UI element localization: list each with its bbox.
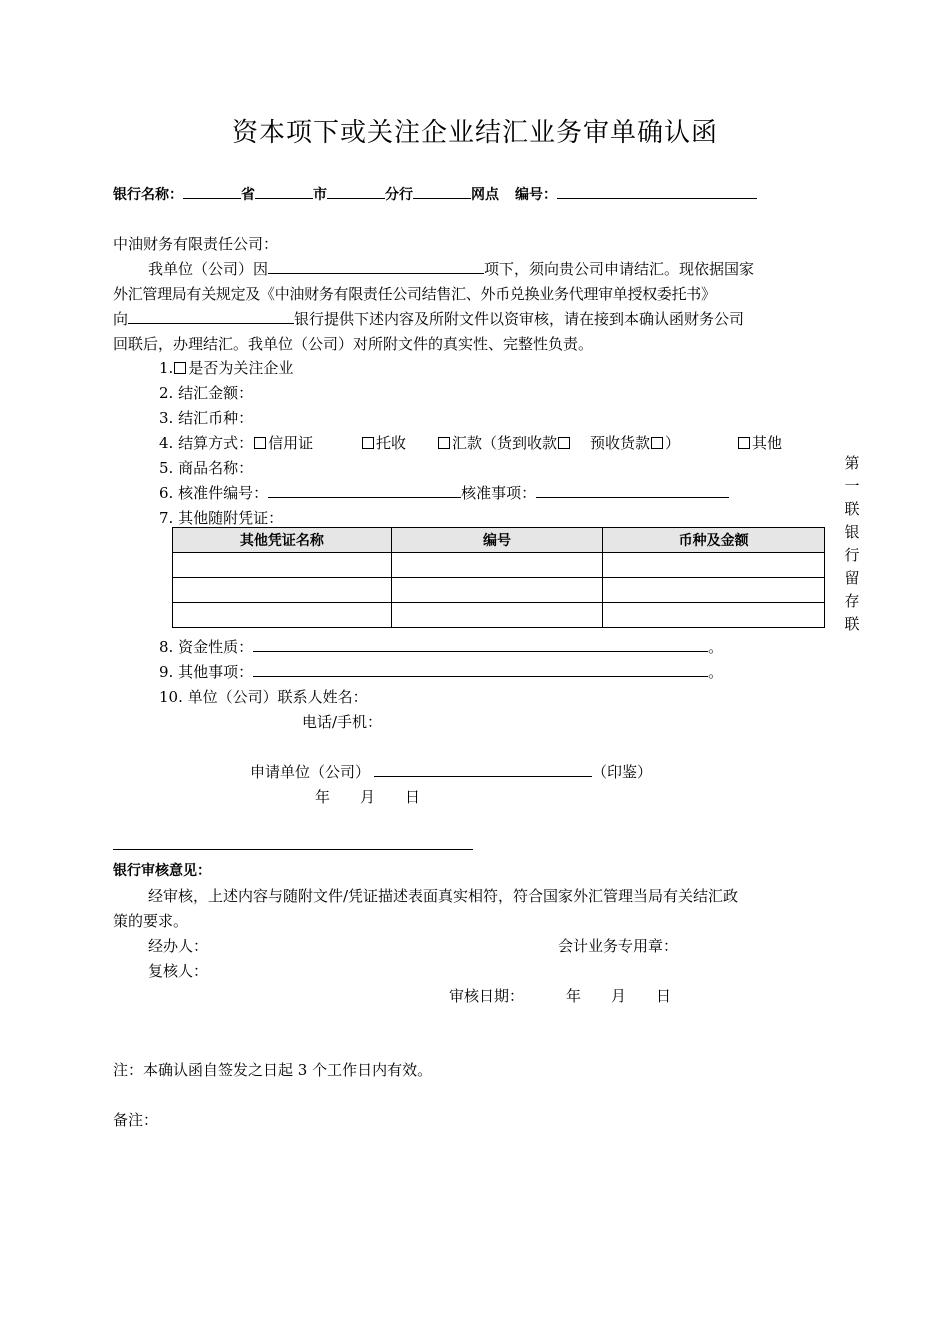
- phone-label: 电话/手机：: [302, 713, 383, 731]
- table-cell[interactable]: [391, 603, 603, 628]
- bank-review-heading: 银行审核意见：: [113, 863, 211, 879]
- collection-option: [361, 432, 406, 453]
- table-cell[interactable]: [173, 603, 392, 628]
- other-matters-field[interactable]: [253, 661, 708, 677]
- para-text-to: 向: [113, 310, 129, 328]
- para-text-b: 项下，须向贵公司申请结汇。现依据国家: [484, 260, 755, 278]
- item-1-num: 1.: [159, 359, 174, 377]
- item-7: 7. 其他随附凭证：: [159, 509, 284, 527]
- item-6-label2: 核准事项：: [461, 484, 537, 502]
- item-6: [159, 482, 729, 503]
- table-row: [173, 603, 825, 628]
- vouchers-table: [172, 527, 825, 628]
- reviewer-label: 复核人：: [148, 962, 209, 980]
- advance-payment-label: 预收货款: [590, 434, 651, 452]
- project-field[interactable]: [268, 258, 484, 274]
- table-cell[interactable]: [173, 578, 392, 603]
- review-line-1: 经审核，上述内容与随附文件/凭证描述表面真实相符，符合国家外汇管理当局有关结汇政: [148, 887, 739, 905]
- branch-field[interactable]: [327, 183, 385, 199]
- table-row: [173, 578, 825, 603]
- item-10: 10. 单位（公司）联系人姓名：: [159, 688, 368, 706]
- applicant-line: [250, 761, 652, 782]
- applicant-date: 年 月 日: [315, 788, 421, 806]
- province-label: 省: [241, 187, 255, 203]
- remittance-checkbox[interactable]: [438, 437, 450, 449]
- review-line-2: 策的要求。: [113, 912, 189, 930]
- fund-nature-field[interactable]: [253, 636, 708, 652]
- table-cell[interactable]: [391, 553, 603, 578]
- accounting-seal-label: 会计业务专用章：: [558, 937, 679, 955]
- payment-on-arrival-checkbox[interactable]: [558, 437, 570, 449]
- col-number: 编号: [391, 528, 603, 553]
- advance-payment-checkbox[interactable]: [651, 437, 663, 449]
- item-9-end: 。: [708, 663, 724, 681]
- table-header-row: [173, 528, 825, 553]
- table-cell[interactable]: [603, 603, 825, 628]
- remittance-option: [437, 432, 680, 453]
- other-option: [737, 432, 782, 453]
- applicant-field[interactable]: [374, 761, 592, 777]
- outlet-label: 网点: [471, 187, 499, 203]
- item-3: 3. 结汇币种：: [159, 409, 254, 427]
- bank-field[interactable]: [128, 308, 294, 324]
- item-8: [159, 636, 723, 657]
- item-4: [159, 432, 313, 453]
- city-label: 市: [313, 187, 327, 203]
- seal-label: （印鉴）: [592, 763, 653, 781]
- number-label: 编号：: [515, 187, 557, 203]
- collection-label: 托收: [376, 434, 407, 452]
- paren-close: ）: [665, 434, 681, 452]
- table-cell[interactable]: [603, 578, 825, 603]
- para-line-4: 回联后，办理结汇。我单位（公司）对所附文件的真实性、完整性负责。: [113, 335, 594, 353]
- outlet-field[interactable]: [413, 183, 471, 199]
- item-2: 2. 结汇金额：: [159, 384, 254, 402]
- other-checkbox[interactable]: [738, 437, 750, 449]
- collection-checkbox[interactable]: [362, 437, 374, 449]
- item-9: [159, 661, 723, 682]
- remittance-label: 汇款（货到收款: [452, 434, 558, 452]
- item-9-label: 9. 其他事项：: [159, 663, 254, 681]
- concern-checkbox[interactable]: [174, 362, 186, 374]
- approval-number-field[interactable]: [268, 482, 461, 498]
- table-cell[interactable]: [391, 578, 603, 603]
- addressee: 中油财务有限责任公司：: [113, 235, 279, 253]
- lc-checkbox[interactable]: [254, 437, 266, 449]
- bank-name-line: [113, 183, 757, 204]
- review-date: 年 月 日: [566, 987, 672, 1005]
- branch-label: 分行: [385, 187, 413, 203]
- province-field[interactable]: [183, 183, 241, 199]
- para-line-2: 外汇管理局有关规定及《中油财务有限责任公司结售汇、外币兑换业务代理审单授权委托书》: [113, 285, 716, 303]
- item-1-text: 是否为关注企业: [188, 359, 294, 377]
- number-field[interactable]: [557, 183, 757, 199]
- page-title: 资本项下或关注企业结汇业务审单确认函: [231, 118, 718, 148]
- item-8-end: 。: [708, 638, 724, 656]
- para-text-a: 我单位（公司）因: [148, 260, 269, 278]
- item-6-label: 6. 核准件编号：: [159, 484, 269, 502]
- remark-label: 备注：: [113, 1111, 159, 1129]
- item-1: [159, 357, 293, 378]
- para-text-c: 银行提供下述内容及所附文件以资审核，请在接到本确认函财务公司: [294, 310, 745, 328]
- bank-name-label: 银行名称：: [113, 187, 183, 203]
- handler-label: 经办人：: [148, 937, 209, 955]
- col-currency-amount: 币种及金额: [603, 528, 825, 553]
- other-label: 其他: [752, 434, 783, 452]
- item-5: 5. 商品名称：: [159, 459, 254, 477]
- approval-matter-field[interactable]: [536, 482, 729, 498]
- item-4-label: 4. 结算方式：: [159, 434, 254, 452]
- city-field[interactable]: [255, 183, 313, 199]
- copy-label: 第一联银行留存联: [844, 454, 860, 633]
- table-row: [173, 553, 825, 578]
- applicant-label: 申请单位（公司）: [250, 763, 371, 781]
- col-voucher-name: 其他凭证名称: [173, 528, 392, 553]
- table-cell[interactable]: [173, 553, 392, 578]
- item-8-label: 8. 资金性质：: [159, 638, 254, 656]
- lc-label: 信用证: [268, 434, 314, 452]
- divider: [113, 849, 473, 850]
- para-line-1: [148, 258, 754, 279]
- table-cell[interactable]: [603, 553, 825, 578]
- para-line-3: [113, 308, 744, 329]
- review-date-label: 审核日期：: [449, 987, 525, 1005]
- validity-note: 注：本确认函自签发之日起 3 个工作日内有效。: [113, 1061, 433, 1079]
